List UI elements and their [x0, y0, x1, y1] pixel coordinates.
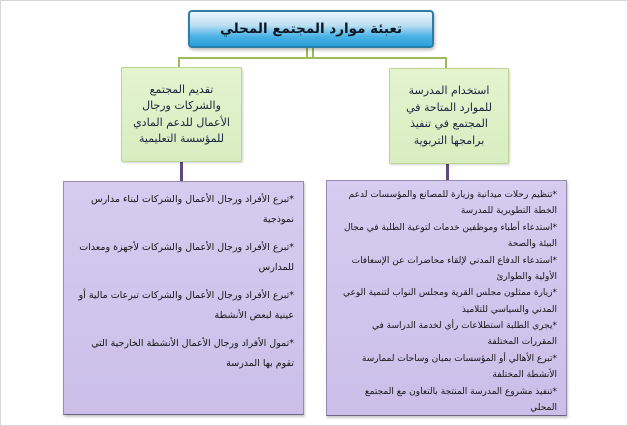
branch-node-material-support: تقديم المجتمع والشركات ورجال الأعمال للدعم المادي للمؤسسة التعليمية — [121, 67, 242, 162]
bullet-item: *تنفيذ مشروع المدرسة المنتجة بالتعاون مع المجتمع المحلي — [364, 386, 557, 413]
bullet-item: *تبرع الأفراد ورجال الأعمال والشركات لبناء مدارس نموذجية — [91, 194, 294, 226]
detail-node-material-support-list — [63, 181, 304, 415]
detail-node-school-resource-list — [326, 180, 567, 416]
bullet-item: *تبرع الأفراد ورجال الأعمال والشركات تبرعات مالية أو عينية لبعض الأنشطة — [78, 289, 294, 322]
bullet-item: *تبرع الأفراد ورجال الأعمال والشركات لأجهزة ومعدات للمدارس — [79, 241, 294, 274]
branch-node-school-resource-use: استخدام المدرسة للموارد المتاحة في المجتمع في تنفيذ برامجها التربوية — [389, 68, 509, 164]
bullet-item: *تمول الأفراد ورجال الأعمال الأنشطة الخارجية التي تقوم بها المدرسة — [91, 337, 294, 369]
bullet-item: *استدعاء أطباء وموظفين خدمات لتوعية الطلبة في مجال البيئة والصحة — [343, 222, 557, 250]
bullet-item: *تبرع الأهالي أو المؤسسات بمبان وساحات لممارسة الأنشطة المختلفة — [361, 353, 557, 381]
bullet-item: *تنظيم رحلات ميدانية وزيارة للمصانع والمؤسسات لدعم الخطة التطويرية للمدرسة — [348, 190, 557, 217]
bullet-item: *استدعاء الدفاع المدني لإلقاء محاضرات عن الإسعافات الأولية والطوارئ — [351, 255, 557, 282]
root-node-title: تعبئة موارد المجتمع المحلي — [188, 10, 434, 48]
connector-detail-right-drop — [446, 163, 449, 181]
bullet-item: *زيارة ممثلون مجلس القرية ومجلس النواب لتنمية الوعي المدني والسياسي للتلاميذ — [342, 288, 557, 315]
bullet-item: *يجري الطلبة استطلاعات رأي لخدمة الدراسة في المقررات المختلفة — [371, 321, 557, 348]
connector-detail-left-drop — [180, 161, 183, 182]
connector-branch-horizontal — [178, 57, 447, 59]
